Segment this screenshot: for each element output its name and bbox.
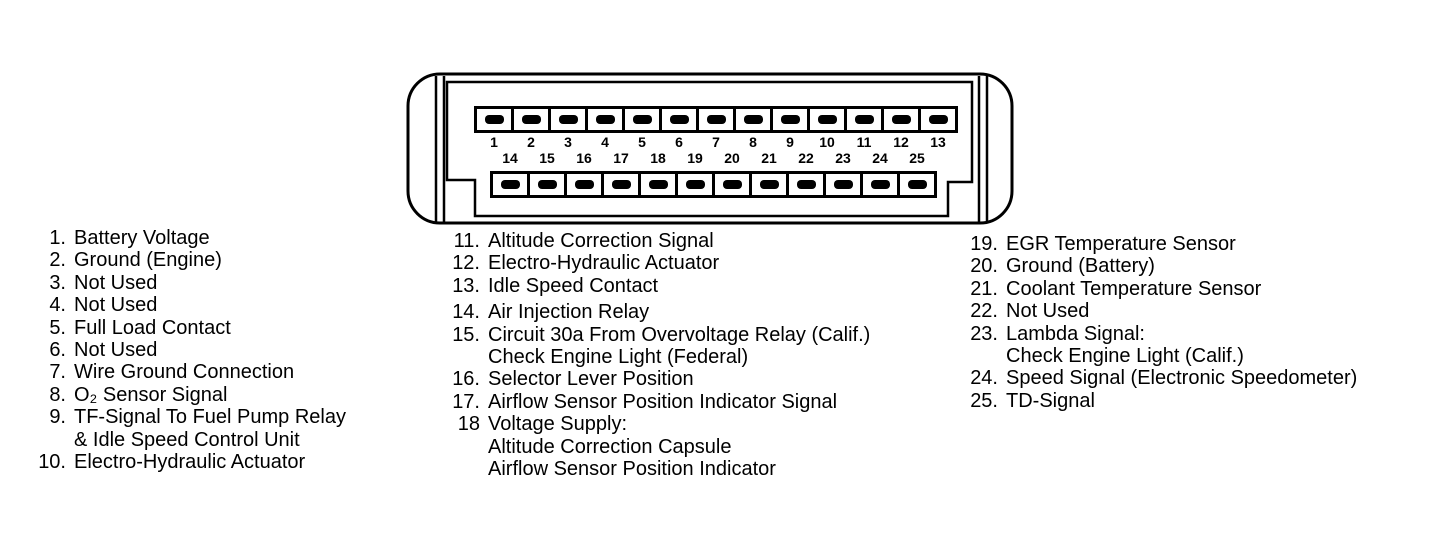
legend-item — [446, 391, 870, 413]
item-text: Altitude Correction Signal — [488, 230, 714, 252]
item-text: Electro-Hydraulic Actuator — [488, 252, 720, 275]
pin-slot-icon — [855, 115, 874, 124]
pin-slot-icon — [670, 115, 689, 124]
pin-number: 18 — [650, 150, 666, 166]
pin-slot-icon — [649, 180, 668, 189]
pin-box — [548, 106, 588, 133]
item-text-continuation: Airflow Sensor Position Indicator — [488, 458, 776, 481]
pin-25 — [897, 150, 937, 198]
pin-number: 19 — [687, 150, 703, 166]
legend-item — [34, 249, 346, 271]
item-number: 6. — [49, 339, 66, 362]
pin-number: 11 — [856, 134, 872, 150]
item-number: 5. — [49, 316, 66, 339]
item-text-continuation: Check Engine Light (Calif.) — [1006, 345, 1244, 368]
item-text: Circuit 30a From Overvoltage Relay (Calif.) — [488, 323, 871, 346]
legend-item — [964, 255, 1357, 277]
pin-number: 3 — [564, 134, 572, 150]
pin-box — [881, 106, 921, 133]
item-number: 4. — [49, 294, 66, 317]
legend-column-1 — [34, 227, 346, 473]
legend-item — [34, 384, 346, 406]
pin-number: 14 — [502, 150, 518, 166]
pin-number: 9 — [786, 134, 794, 150]
pin-22 — [786, 150, 826, 198]
pin-number: 20 — [724, 150, 740, 166]
pin-box — [844, 106, 884, 133]
item-text: O₂ Sensor Signal — [74, 383, 228, 406]
legend-item — [34, 451, 346, 473]
item-text: Full Load Contact — [74, 316, 231, 339]
legend-item — [34, 406, 346, 428]
pin-8 — [733, 106, 773, 151]
pin-slot-icon — [686, 180, 705, 189]
pin-12 — [881, 106, 921, 151]
item-number: 25. — [970, 389, 998, 412]
pin-17 — [601, 150, 641, 198]
pin-box — [823, 171, 863, 198]
pin-number: 22 — [798, 150, 814, 166]
pin-24 — [860, 150, 900, 198]
pin-slot-icon — [908, 180, 927, 189]
item-number: 9. — [49, 406, 66, 429]
pin-slot-icon — [818, 115, 837, 124]
pin-box — [786, 171, 826, 198]
pin-number: 12 — [893, 134, 909, 150]
pin-number: 24 — [872, 150, 888, 166]
item-number: 2. — [49, 249, 66, 272]
item-number: 8. — [49, 383, 66, 406]
legend-item — [34, 339, 346, 361]
pin-7 — [696, 106, 736, 151]
pin-box — [511, 106, 551, 133]
item-text: Airflow Sensor Position Indicator Signal — [488, 390, 838, 413]
pin-box — [638, 171, 678, 198]
legend-item — [446, 275, 870, 297]
pin-20 — [712, 150, 752, 198]
pin-box — [622, 106, 662, 133]
pin-box — [659, 106, 699, 133]
pin-box — [749, 171, 789, 198]
item-text: Ground (Engine) — [74, 249, 222, 272]
pin-slot-icon — [929, 115, 948, 124]
pin-16 — [564, 150, 604, 198]
item-number: 3. — [49, 271, 66, 294]
pin-9 — [770, 106, 810, 151]
pin-slot-icon — [612, 180, 631, 189]
item-number: 14. — [452, 301, 480, 324]
pin-13 — [918, 106, 958, 151]
legend-item — [34, 317, 346, 339]
legend-item — [446, 252, 870, 274]
item-number: 23. — [970, 322, 998, 345]
item-text: Ground (Battery) — [1006, 255, 1155, 278]
pin-box — [474, 106, 514, 133]
item-number: 13. — [452, 274, 480, 297]
item-text: TF-Signal To Fuel Pump Relay — [74, 406, 346, 429]
pin-box — [897, 171, 937, 198]
pin-slot-icon — [744, 115, 763, 124]
pin-box — [860, 171, 900, 198]
pin-10 — [807, 106, 847, 151]
item-text: Electro-Hydraulic Actuator — [74, 451, 306, 474]
pin-3 — [548, 106, 588, 151]
legend-item — [964, 233, 1357, 255]
pin-box — [918, 106, 958, 133]
item-text-continuation: Altitude Correction Capsule — [488, 435, 732, 458]
pin-row-bottom — [490, 150, 937, 198]
item-text: Not Used — [74, 339, 158, 362]
item-number: 17. — [452, 390, 480, 413]
pin-slot-icon — [760, 180, 779, 189]
pin-6 — [659, 106, 699, 151]
item-text: Not Used — [74, 294, 158, 317]
legend-item — [446, 324, 870, 346]
legend-item — [964, 278, 1357, 300]
pin-2 — [511, 106, 551, 151]
pin-box — [601, 171, 641, 198]
item-number: 20. — [970, 255, 998, 278]
pin-number: 7 — [712, 134, 720, 150]
legend-item — [446, 301, 870, 323]
pin-5 — [622, 106, 662, 151]
pin-number: 6 — [675, 134, 683, 150]
pin-box — [696, 106, 736, 133]
pin-slot-icon — [781, 115, 800, 124]
item-text: Coolant Temperature Sensor — [1006, 277, 1262, 300]
pin-slot-icon — [797, 180, 816, 189]
legend-item — [964, 367, 1357, 389]
pin-number: 23 — [835, 150, 851, 166]
item-text: Idle Speed Contact — [488, 274, 659, 297]
pin-slot-icon — [575, 180, 594, 189]
pin-14 — [490, 150, 530, 198]
legend-item — [446, 230, 870, 252]
pin-19 — [675, 150, 715, 198]
pin-slot-icon — [538, 180, 557, 189]
legend-item — [34, 294, 346, 316]
item-text: Voltage Supply: — [488, 413, 627, 436]
legend-column-2 — [446, 230, 870, 480]
pin-box — [527, 171, 567, 198]
item-text: Air Injection Relay — [488, 301, 650, 324]
pin-box — [770, 106, 810, 133]
item-number: 10. — [38, 451, 66, 474]
pin-21 — [749, 150, 789, 198]
item-number: 12. — [452, 252, 480, 275]
pin-slot-icon — [871, 180, 890, 189]
legend-item — [34, 227, 346, 249]
pin-box — [807, 106, 847, 133]
pin-number: 16 — [576, 150, 592, 166]
pin-box — [733, 106, 773, 133]
pin-box — [712, 171, 752, 198]
item-number: 15. — [452, 323, 480, 346]
legend-item — [446, 413, 870, 435]
pin-number: 25 — [909, 150, 925, 166]
pin-number: 8 — [749, 134, 757, 150]
legend-item — [964, 323, 1357, 345]
item-number: 18 — [457, 413, 480, 436]
item-text: Not Used — [1006, 300, 1090, 323]
pin-slot-icon — [559, 115, 578, 124]
item-number: 24. — [970, 367, 998, 390]
pin-row-top — [474, 106, 958, 151]
pin-box — [585, 106, 625, 133]
pin-slot-icon — [892, 115, 911, 124]
pin-number: 21 — [761, 150, 777, 166]
item-number: 22. — [970, 300, 998, 323]
legend-item — [446, 368, 870, 390]
pin-number: 1 — [490, 134, 498, 150]
pin-18 — [638, 150, 678, 198]
pin-slot-icon — [522, 115, 541, 124]
item-number: 1. — [49, 227, 66, 249]
pin-number: 5 — [638, 134, 646, 150]
pin-number: 10 — [819, 134, 835, 150]
legend-item — [34, 272, 346, 294]
item-number: 19. — [970, 233, 998, 255]
item-number: 21. — [970, 277, 998, 300]
item-text: Selector Lever Position — [488, 368, 694, 391]
pin-slot-icon — [596, 115, 615, 124]
pin-11 — [844, 106, 884, 151]
pin-slot-icon — [723, 180, 742, 189]
pin-slot-icon — [485, 115, 504, 124]
pin-number: 4 — [601, 134, 609, 150]
pin-number: 2 — [527, 134, 535, 150]
pin-slot-icon — [707, 115, 726, 124]
legend-column-3 — [964, 233, 1357, 412]
item-text: EGR Temperature Sensor — [1006, 233, 1236, 255]
legend-item — [964, 390, 1357, 412]
item-text: Not Used — [74, 271, 158, 294]
item-number: 16. — [452, 368, 480, 391]
pin-box — [675, 171, 715, 198]
item-number: 11. — [453, 230, 480, 252]
legend-item — [964, 300, 1357, 322]
pin-1 — [474, 106, 514, 151]
item-text: TD-Signal — [1006, 389, 1095, 412]
pin-box — [564, 171, 604, 198]
pin-slot-icon — [633, 115, 652, 124]
item-text: Battery Voltage — [74, 227, 210, 249]
pin-number: 17 — [613, 150, 629, 166]
pin-slot-icon — [834, 180, 853, 189]
pin-slot-icon — [501, 180, 520, 189]
pin-number: 15 — [539, 150, 555, 166]
pin-4 — [585, 106, 625, 151]
item-text: Lambda Signal: — [1006, 322, 1145, 345]
item-text-continuation: Check Engine Light (Federal) — [488, 346, 749, 369]
legend-item — [34, 361, 346, 383]
pin-15 — [527, 150, 567, 198]
item-text: Speed Signal (Electronic Speedometer) — [1006, 367, 1358, 390]
pin-23 — [823, 150, 863, 198]
item-text-continuation: & Idle Speed Control Unit — [74, 428, 300, 451]
pin-number: 13 — [930, 134, 946, 150]
pin-box — [490, 171, 530, 198]
item-text: Wire Ground Connection — [74, 361, 295, 384]
item-number: 7. — [49, 361, 66, 384]
